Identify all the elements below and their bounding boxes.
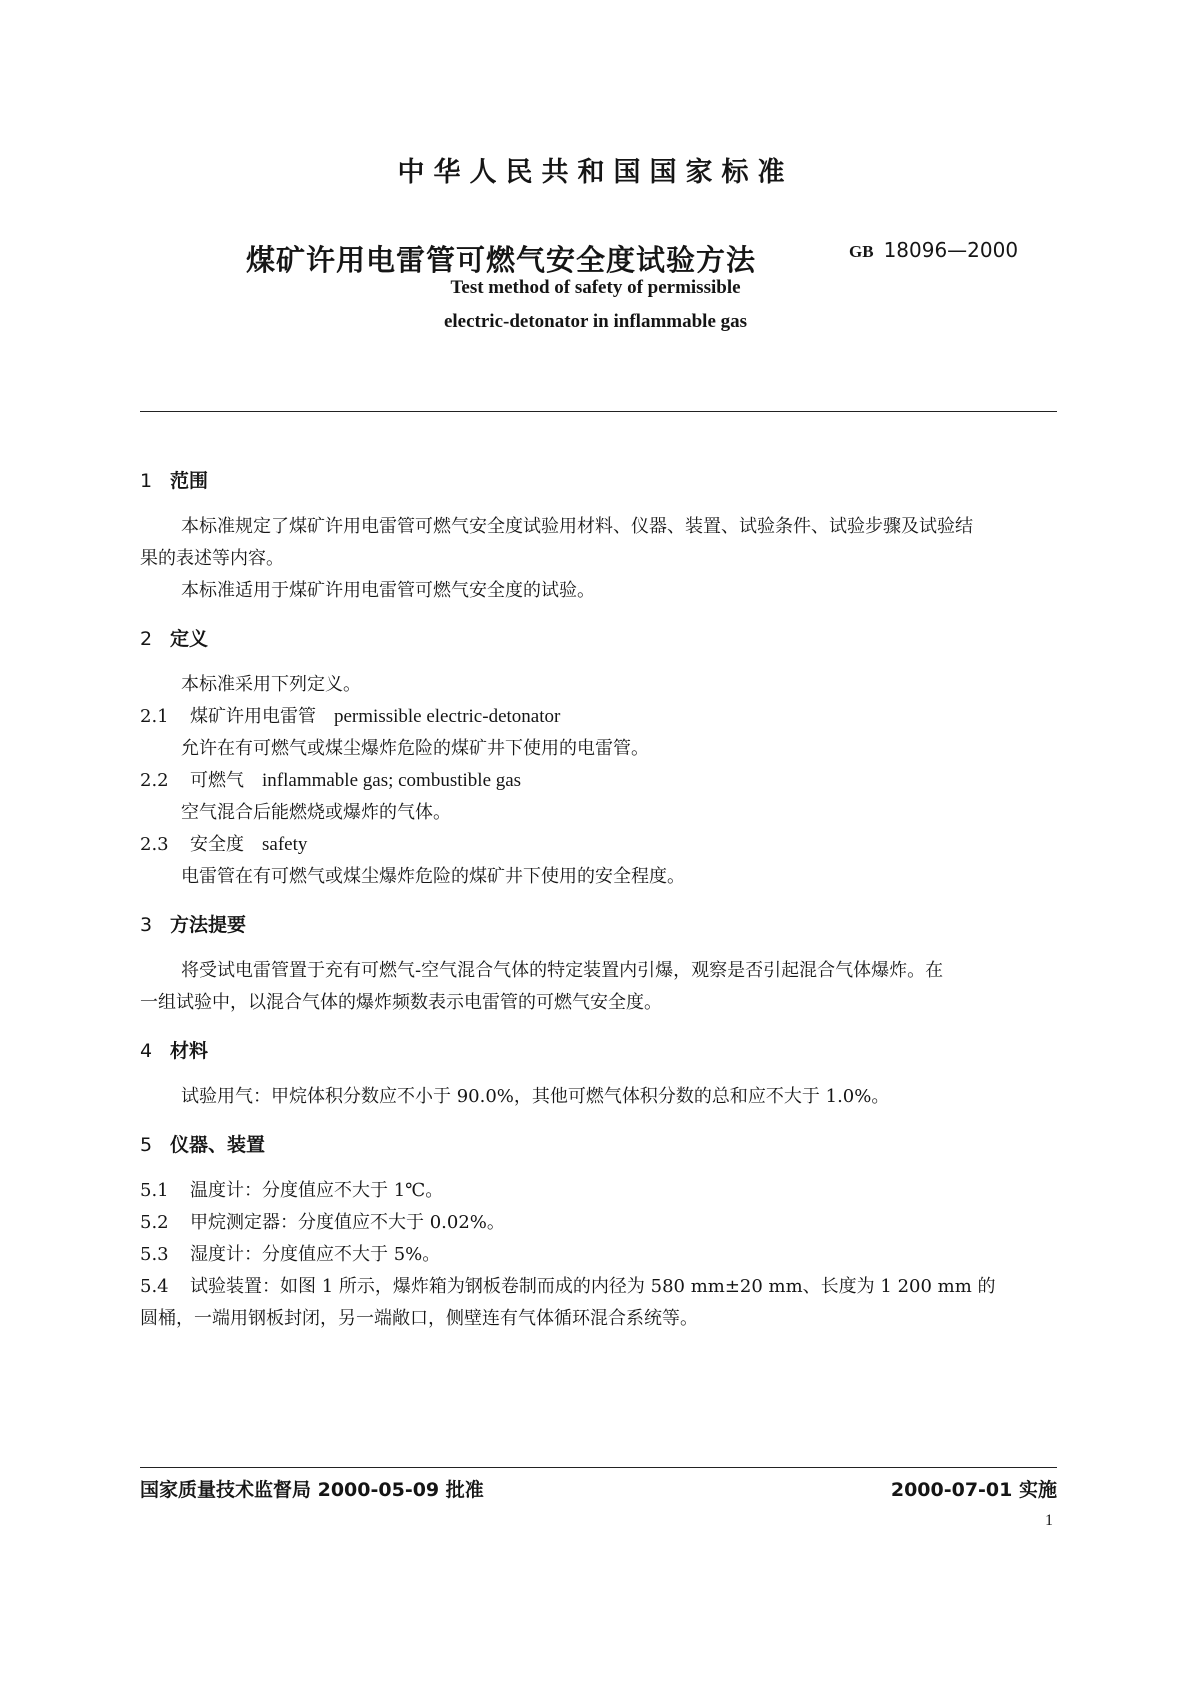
standard-prefix: GB bbox=[849, 242, 874, 261]
document-title-en-line1: Test method of safety of permissible bbox=[450, 277, 741, 298]
section-2-heading: 2 定义 bbox=[140, 628, 209, 650]
section-3-line2: 一组试验中，以混合气体的爆炸频数表示电雷管的可燃气安全度。 bbox=[140, 992, 662, 1013]
section-1-heading: 1 范围 bbox=[140, 470, 209, 492]
section-1-para1-line1: 本标准规定了煤矿许用电雷管可燃气安全度试验用材料、仪器、装置、试验条件、试验步骤及试验结 bbox=[181, 516, 973, 537]
definition-2-1-text: 允许在有可燃气或煤尘爆炸危险的煤矿井下使用的电雷管。 bbox=[181, 738, 649, 759]
page-number: 1 bbox=[1045, 1512, 1053, 1529]
definition-2-2-text: 空气混合后能燃烧或爆炸的气体。 bbox=[181, 802, 451, 823]
footer-divider bbox=[140, 1467, 1057, 1468]
section-2-intro: 本标准采用下列定义。 bbox=[181, 674, 361, 695]
item-5-2: 5.2 甲烷测定器：分度值应不大于 0.02%。 bbox=[140, 1212, 505, 1233]
header-divider bbox=[140, 411, 1057, 412]
document-title-en-line2: electric-detonator in inflammable gas bbox=[443, 311, 748, 332]
approval-line: 国家质量技术监督局 2000-05-09 批准 bbox=[140, 1479, 484, 1501]
section-4-heading: 4 材料 bbox=[140, 1040, 209, 1062]
definition-2-2-term-line: 2.2 可燃气 inflammable gas; combustible gas bbox=[140, 770, 522, 791]
item-5-3: 5.3 湿度计：分度值应不大于 5%。 bbox=[140, 1244, 441, 1265]
section-1-para2: 本标准适用于煤矿许用电雷管可燃气安全度的试验。 bbox=[181, 580, 595, 601]
standard-number bbox=[849, 238, 1018, 262]
item-5-4-line1: 5.4 试验装置：如图 1 所示，爆炸箱为钢板卷制而成的内径为 580 mm±20 mm、长度为 1 200 mm 的 bbox=[140, 1276, 996, 1297]
section-3-line1: 将受试电雷管置于充有可燃气-空气混合气体的特定装置内引爆，观察是否引起混合气体爆炸。在 bbox=[181, 960, 944, 981]
standard-type-heading: 中华人民共和国国家标准 bbox=[397, 157, 794, 188]
item-5-4-line2: 圆桶，一端用钢板封闭，另一端敞口，侧壁连有气体循环混合系统等。 bbox=[140, 1308, 698, 1329]
definition-2-1-term-line: 2.1 煤矿许用电雷管 permissible electric-detonator bbox=[140, 706, 561, 727]
implementation-date: 2000-07-01 实施 bbox=[890, 1479, 1057, 1501]
standard-code: 18096—2000 bbox=[883, 238, 1019, 262]
definition-2-3-term-line: 2.3 安全度 safety bbox=[140, 834, 308, 855]
item-5-1: 5.1 温度计：分度值应不大于 1℃。 bbox=[140, 1180, 444, 1201]
definition-2-3-text: 电雷管在有可燃气或煤尘爆炸危险的煤矿井下使用的安全程度。 bbox=[181, 866, 685, 887]
section-3-heading: 3 方法提要 bbox=[140, 914, 247, 936]
document-title-zh: 煤矿许用电雷管可燃气安全度试验方法 bbox=[246, 243, 757, 277]
section-4-text: 试验用气：甲烷体积分数应不小于 90.0%，其他可燃气体积分数的总和应不大于 1.0%。 bbox=[181, 1086, 890, 1107]
section-5-heading: 5 仪器、装置 bbox=[140, 1134, 266, 1156]
section-1-para1-line2: 果的表述等内容。 bbox=[140, 548, 284, 569]
